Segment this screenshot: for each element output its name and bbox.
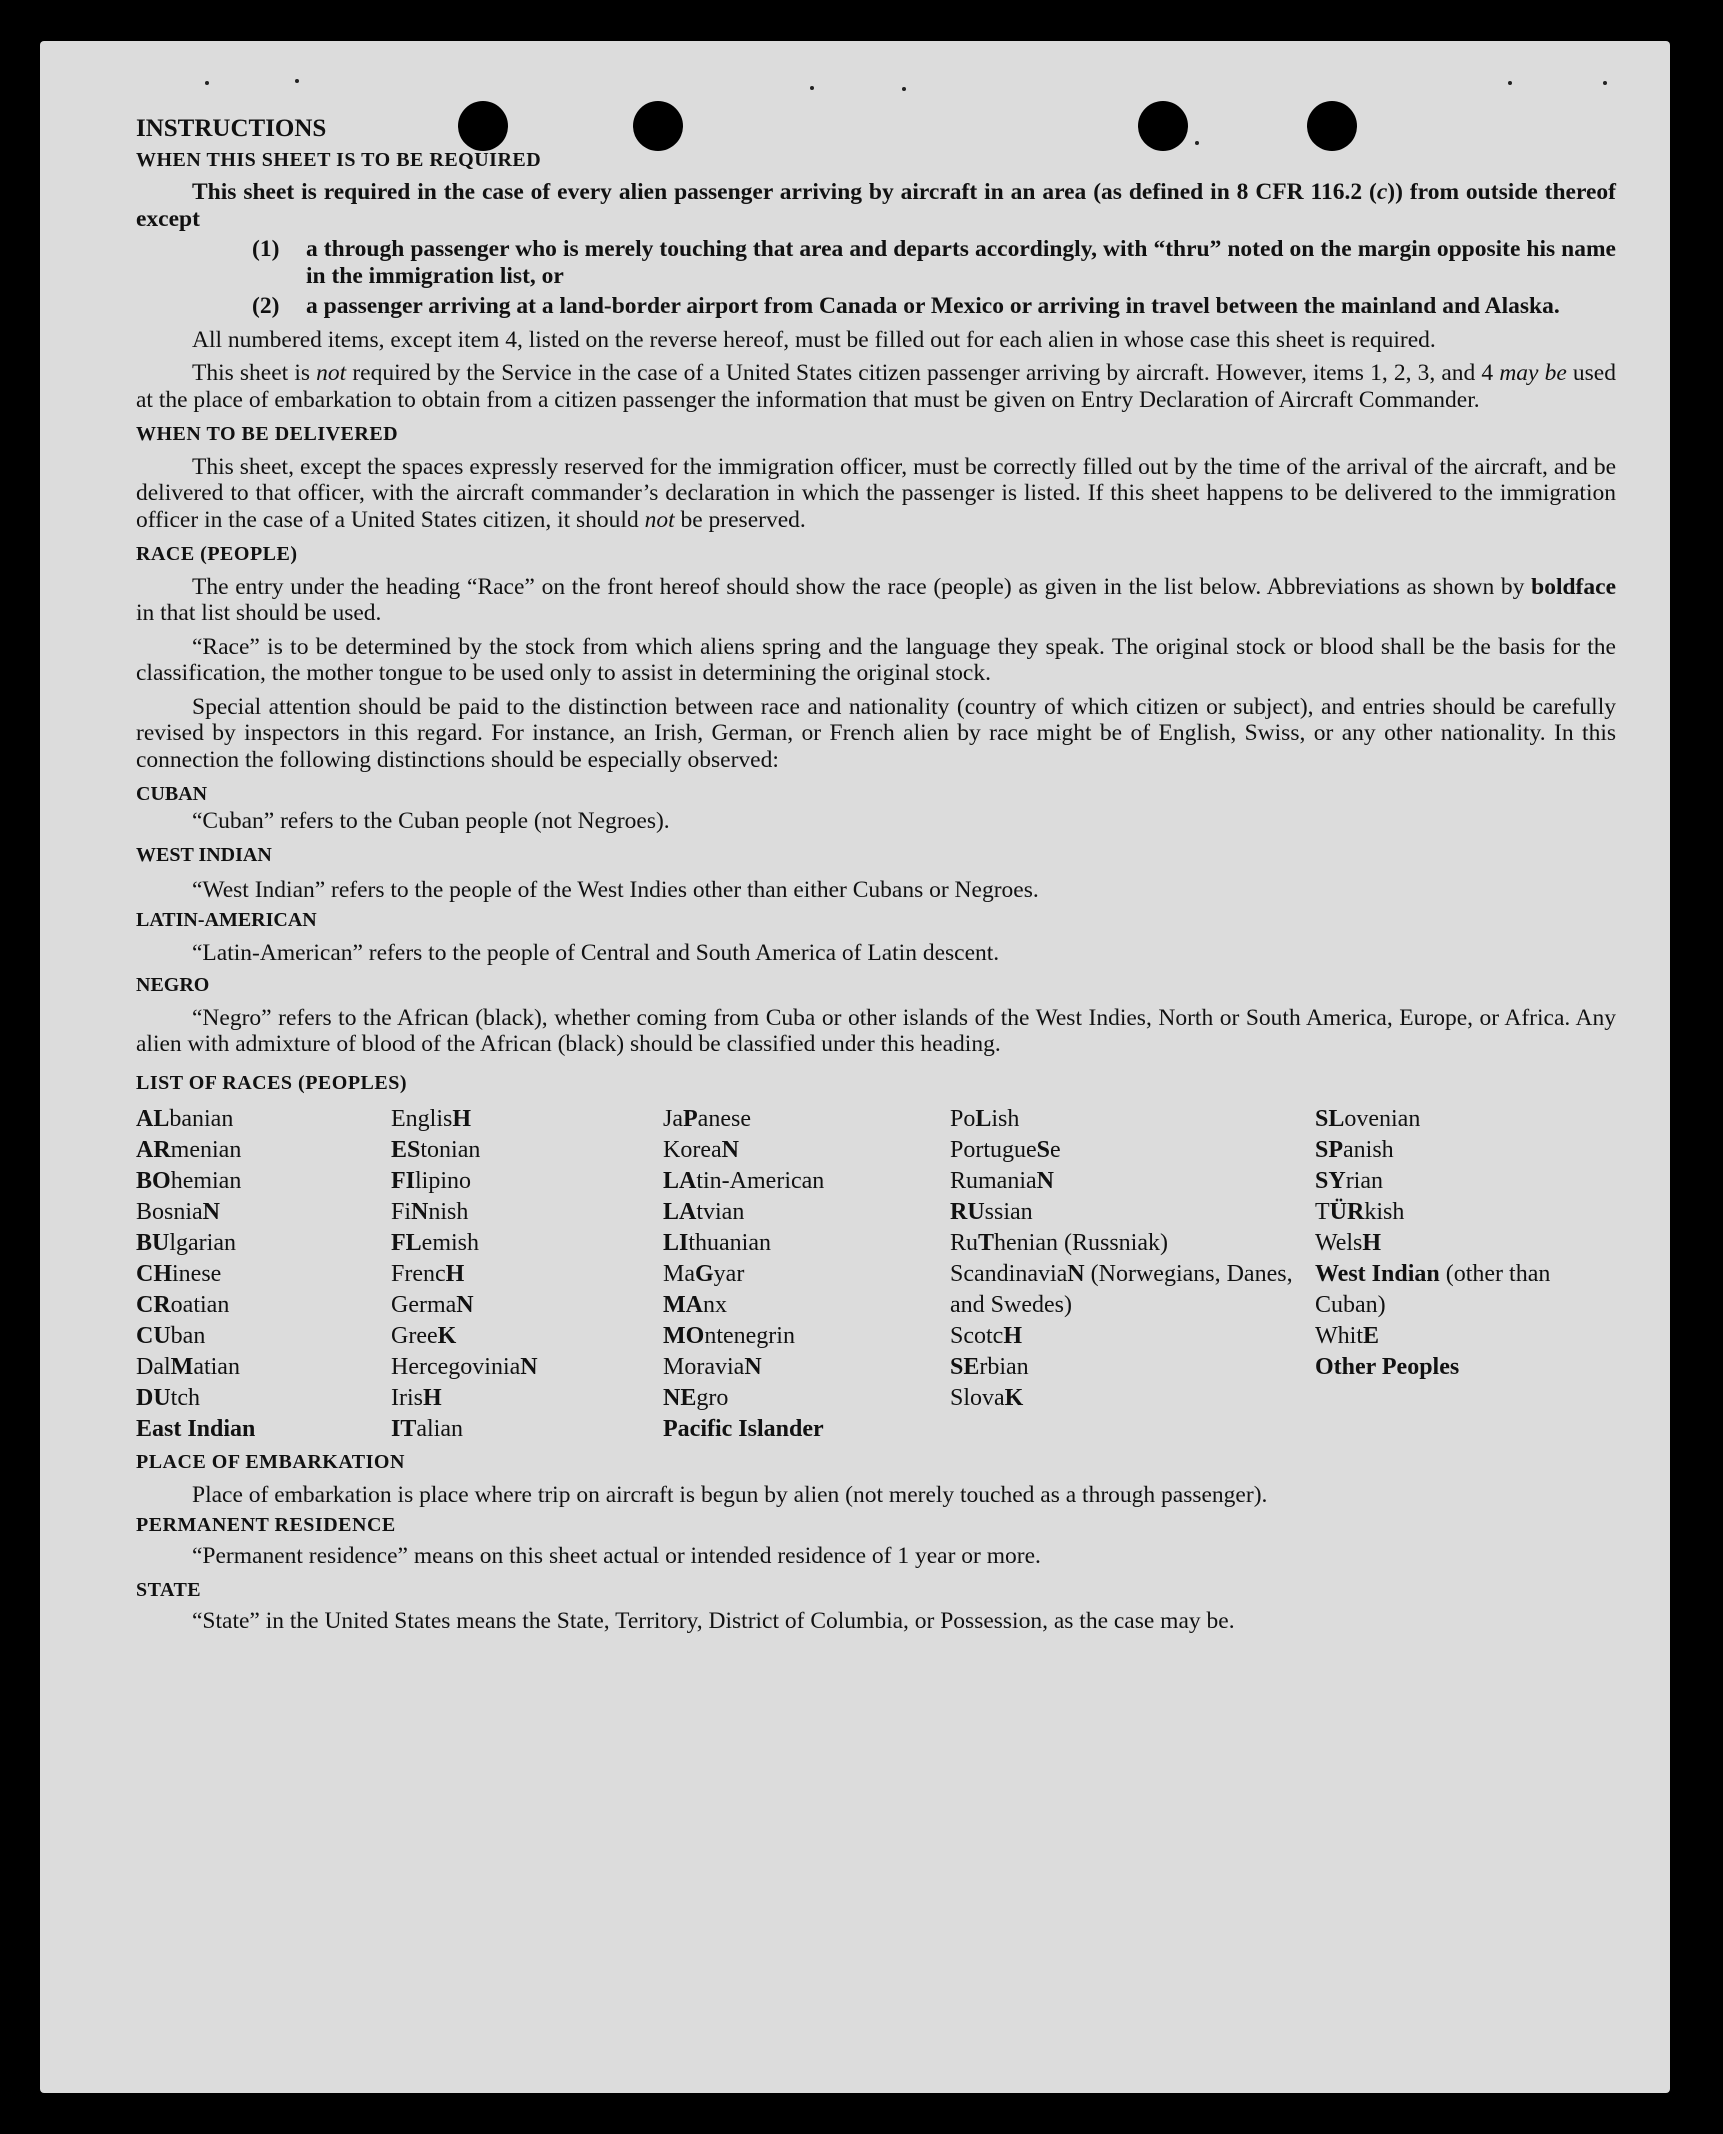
- speck: [295, 79, 299, 83]
- paragraph-latin-american: “Latin-American” refers to the people of Central and South America of Latin descent.: [192, 939, 1000, 966]
- race-entry: BOhemian: [136, 1168, 242, 1194]
- race-entry: FIlipino: [391, 1168, 472, 1194]
- exception-item-2: [252, 293, 1616, 320]
- item-number: (1): [252, 236, 280, 262]
- race-entry: GermaN: [391, 1292, 474, 1318]
- paragraph-required: This sheet is required in the case of every alien passenger arriving by aircraft in an area (as defined in 8 CFR 116.2 (c)) from outside thereof except: [136, 179, 1616, 232]
- race-entry: DUtch: [136, 1385, 200, 1411]
- race-entry: CRoatian: [136, 1292, 230, 1318]
- race-entry: SlovaK: [950, 1385, 1024, 1411]
- page-title: INSTRUCTIONS: [136, 115, 327, 142]
- race-entry: FrencH: [391, 1261, 465, 1287]
- race-entry: ScandinaviaN (Norwegians, Danes, and Swedes): [950, 1261, 1293, 1318]
- race-entry: BUlgarian: [136, 1230, 236, 1256]
- race-entry: RUssian: [950, 1199, 1033, 1225]
- race-entry: JaPanese: [663, 1106, 751, 1132]
- race-entry: Other Peoples: [1315, 1354, 1460, 1380]
- race-entry: EStonian: [391, 1137, 481, 1163]
- heading-when-delivered: WHEN TO BE DELIVERED: [136, 423, 399, 445]
- race-entry: MAnx: [663, 1292, 727, 1318]
- races-column-5: [1315, 1104, 1615, 1445]
- race-entry: LIthuanian: [663, 1230, 771, 1256]
- heading-when-required: WHEN THIS SHEET IS TO BE REQUIRED: [136, 148, 542, 171]
- races-column-1: [136, 1104, 391, 1445]
- paragraph-state: “State” in the United States means the State, Territory, District of Columbia, or Possession, as the case may be.: [192, 1607, 1235, 1634]
- race-entry: West Indian (other than Cuban): [1315, 1261, 1551, 1318]
- paragraph-negro: “Negro” refers to the African (black), whether coming from Cuba or other islands of the West Indies, North or South America, Europe, or Africa. Any alien with admixture of blood of the African (black) should be classified under this heading.: [136, 1004, 1616, 1057]
- race-entry: CUban: [136, 1323, 206, 1349]
- heading-negro: NEGRO: [136, 974, 210, 996]
- race-entry: TÜRkish: [1315, 1199, 1405, 1225]
- race-entry: East Indian: [136, 1416, 256, 1442]
- race-entry: FiNnish: [391, 1199, 469, 1225]
- paragraph-west-indian: “West Indian” refers to the people of the West Indies other than either Cubans or Negroes.: [192, 876, 1039, 903]
- race-entry: ScotcH: [950, 1323, 1022, 1349]
- instructions-body: [136, 116, 1616, 1634]
- race-entry: RumaniaN: [950, 1168, 1054, 1194]
- races-list: [136, 1104, 1616, 1445]
- races-column-3: [663, 1104, 950, 1445]
- speck: [902, 87, 906, 91]
- paragraph-delivery: This sheet, except the spaces expressly reserved for the immigration officer, must be correctly filled out by the time of the arrival of the aircraft, and be delivered to that officer, with the aircraft commander’s declaration in which the passenger is listed. If this sheet happens to be delivered to the immigration officer in the case of a United States citizen, it should not be preserved.: [136, 453, 1616, 533]
- race-entry: HercegoviniaN: [391, 1354, 538, 1380]
- paragraph-embarkation: Place of embarkation is place where trip on aircraft is begun by alien (not merely touched as a through passenger).: [192, 1481, 1268, 1508]
- item-text: a passenger arriving at a land-border airport from Canada or Mexico or arriving in travel between the mainland and Alaska.: [306, 293, 1560, 319]
- item-number: (2): [252, 293, 280, 319]
- race-entry: SLovenian: [1315, 1106, 1421, 1132]
- paragraph-residence: “Permanent residence” means on this sheet actual or intended residence of 1 year or more.: [192, 1542, 1041, 1569]
- race-entry: ITalian: [391, 1416, 463, 1442]
- race-entry: DalMatian: [136, 1354, 240, 1380]
- speck: [1603, 81, 1607, 85]
- race-entry: Pacific Islander: [663, 1416, 824, 1442]
- heading-latin-american: LATIN-AMERICAN: [136, 909, 317, 931]
- document-sheet: [40, 41, 1670, 2093]
- race-entry: WhitE: [1315, 1323, 1380, 1349]
- speck: [205, 81, 209, 85]
- race-entry: SPanish: [1315, 1137, 1394, 1163]
- race-entry: WelsH: [1315, 1230, 1382, 1256]
- race-entry: PortugueSe: [950, 1137, 1061, 1163]
- paragraph-cuban: “Cuban” refers to the Cuban people (not Negroes).: [192, 807, 670, 834]
- race-entry: CHinese: [136, 1261, 222, 1287]
- paragraph-numbered-items: All numbered items, except item 4, listed on the reverse hereof, must be filled out for each alien in whose case this sheet is required.: [192, 326, 1436, 353]
- race-entry: EnglisH: [391, 1106, 472, 1132]
- item-text: a through passenger who is merely touching that area and departs accordingly, with “thru” noted on the margin opposite his name in the immigration list, or: [306, 236, 1616, 289]
- race-entry: LAtvian: [663, 1199, 745, 1225]
- races-column-2: [391, 1104, 663, 1445]
- race-entry: RuThenian (Russniak): [950, 1230, 1168, 1256]
- race-entry: MoraviaN: [663, 1354, 762, 1380]
- race-entry: SYrian: [1315, 1168, 1383, 1194]
- race-entry: GreeK: [391, 1323, 457, 1349]
- paragraph-citizen: This sheet is not required by the Service in the case of a United States citizen passenger arriving by aircraft. However, items 1, 2, 3, and 4 may be used at the place of embarkation to obtain from a citizen passenger the information that must be given on Entry Declaration of Aircraft Commander.: [136, 360, 1616, 413]
- race-entry: MaGyar: [663, 1261, 745, 1287]
- race-entry: KoreaN: [663, 1137, 739, 1163]
- race-entry: PoLish: [950, 1106, 1020, 1132]
- race-entry: MOntenegrin: [663, 1323, 795, 1349]
- speck: [1508, 81, 1512, 85]
- race-entry: NEgro: [663, 1385, 729, 1411]
- race-entry: ALbanian: [136, 1106, 234, 1132]
- heading-cuban: CUBAN: [136, 783, 208, 805]
- paragraph-race-entry: The entry under the heading “Race” on the front hereof should show the race (people) as given in the list below. Abbreviations as shown by boldface in that list should be used.: [136, 573, 1616, 626]
- paragraph-race-definition: “Race” is to be determined by the stock from which aliens spring and the language they speak. The original stock or blood shall be the basis for the classification, the mother tongue to be used only to assist in determining the original stock.: [136, 633, 1616, 686]
- heading-west-indian: WEST INDIAN: [136, 844, 272, 866]
- race-entry: LAtin-American: [663, 1168, 825, 1194]
- race-entry: ARmenian: [136, 1137, 242, 1163]
- heading-state: STATE: [136, 1579, 202, 1601]
- race-entry: IrisH: [391, 1385, 442, 1411]
- races-column-4: [950, 1104, 1315, 1445]
- heading-permanent-residence: PERMANENT RESIDENCE: [136, 1514, 396, 1536]
- speck: [810, 86, 814, 90]
- exception-item-1: [252, 236, 1616, 289]
- heading-race: RACE (PEOPLE): [136, 543, 298, 565]
- race-entry: FLemish: [391, 1230, 479, 1256]
- paragraph-special-attention: Special attention should be paid to the distinction between race and nationality (country of which citizen or subject), and entries should be carefully revised by inspectors in this regard. For instance, an Irish, German, or French alien by race might be of English, Swiss, or any other nationality. In this connection the following distinctions should be especially observed:: [136, 693, 1616, 773]
- race-entry: BosniaN: [136, 1199, 221, 1225]
- race-entry: SErbian: [950, 1354, 1029, 1380]
- heading-place-of-embarkation: PLACE OF EMBARKATION: [136, 1451, 405, 1473]
- heading-list-of-races: LIST OF RACES (PEOPLES): [136, 1071, 408, 1094]
